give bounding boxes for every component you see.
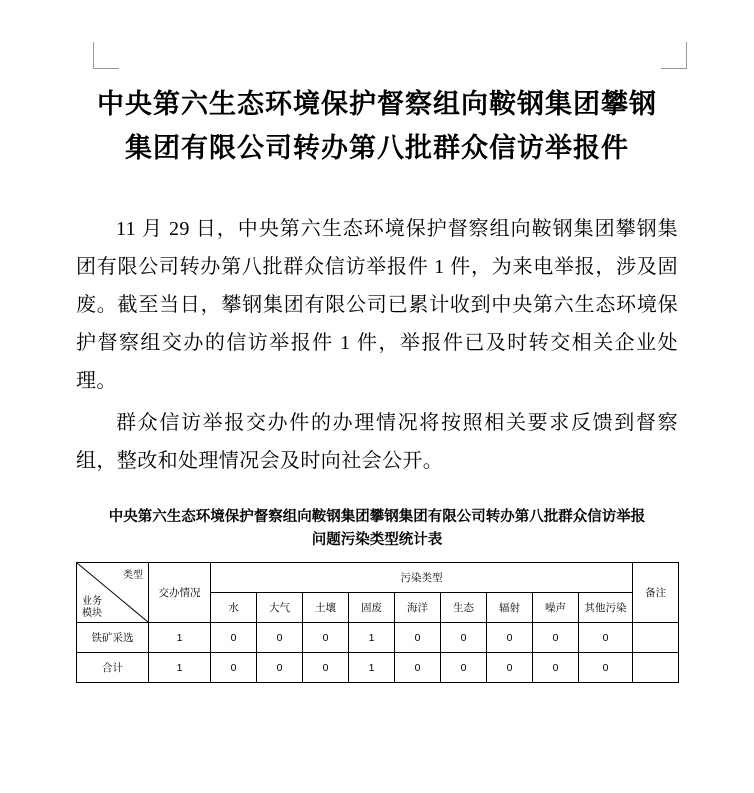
- cell-transfer-count: 1: [149, 623, 211, 653]
- cell-ecology: 0: [441, 623, 487, 653]
- cell-water: 0: [211, 623, 257, 653]
- header-col-ecology: 生态: [441, 593, 487, 623]
- corner-label-module: 业务 模块: [82, 596, 102, 619]
- cell-other-pollution: 0: [579, 653, 633, 683]
- paragraph-2: 群众信访举报交办件的办理情况将按照相关要求反馈到督察组，整改和处理情况会及时向社会公开。: [76, 412, 678, 472]
- header-col-water: 水: [211, 593, 257, 623]
- header-col-noise: 噪声: [533, 593, 579, 623]
- cell-radiation: 0: [487, 653, 533, 683]
- corner-label-type: 类型: [123, 570, 143, 581]
- document-content: [76, 60, 678, 683]
- cell-solid-waste: 1: [349, 623, 395, 653]
- cell-transfer-count: 1: [149, 653, 211, 683]
- page-title: 中央第六生态环境保护督察组向鞍钢集团攀钢集团有限公司转办第八批群众信访举报件: [97, 89, 657, 163]
- statistics-table-wrapper: [76, 562, 678, 683]
- table-row: [77, 653, 679, 683]
- paragraph-1: 11 月 29 日，中央第六生态环境保护督察组向鞍钢集团攀钢集团有限公司转办第八批群众信访举报件 1 件，为来电举报，涉及固废。截至当日，攀钢集团有限公司已累计收到中央第六生态环境保护督察组交办的信访举报件 1 件，举报件已及时转交相关企业处理。: [76, 218, 678, 392]
- table-corner-cell: [77, 563, 149, 623]
- cell-other-pollution: 0: [579, 623, 633, 653]
- cell-remark: [633, 623, 679, 653]
- header-col-soil: 土壤: [303, 593, 349, 623]
- table-caption: 中央第六生态环境保护督察组向鞍钢集团攀钢集团有限公司转办第八批群众信访举报问题污染类型统计表: [108, 509, 646, 548]
- header-pollution-type-group: 污染类型: [211, 563, 633, 593]
- document-body: [76, 210, 678, 480]
- cell-ecology: 0: [441, 653, 487, 683]
- table-row: [77, 623, 679, 653]
- cell-solid-waste: 1: [349, 653, 395, 683]
- cell-air: 0: [257, 653, 303, 683]
- cell-radiation: 0: [487, 623, 533, 653]
- header-col-other-pollution: 其他污染: [579, 593, 633, 623]
- header-transfer-situation: 交办情况: [149, 563, 211, 623]
- header-col-solid-waste: 固废: [349, 593, 395, 623]
- cell-soil: 0: [303, 653, 349, 683]
- row-label-iron-mining: 铁矿采选: [77, 623, 149, 653]
- cell-soil: 0: [303, 623, 349, 653]
- cell-water: 0: [211, 653, 257, 683]
- cell-remark: [633, 653, 679, 683]
- header-remarks: 备注: [633, 563, 679, 623]
- cell-ocean: 0: [395, 623, 441, 653]
- table-header-row-1: [77, 563, 679, 593]
- header-col-ocean: 海洋: [395, 593, 441, 623]
- cell-air: 0: [257, 623, 303, 653]
- cell-noise: 0: [533, 653, 579, 683]
- cell-noise: 0: [533, 623, 579, 653]
- cell-ocean: 0: [395, 653, 441, 683]
- header-col-air: 大气: [257, 593, 303, 623]
- pollution-type-statistics-table: [76, 562, 679, 683]
- row-label-total: 合计: [77, 653, 149, 683]
- header-col-radiation: 辐射: [487, 593, 533, 623]
